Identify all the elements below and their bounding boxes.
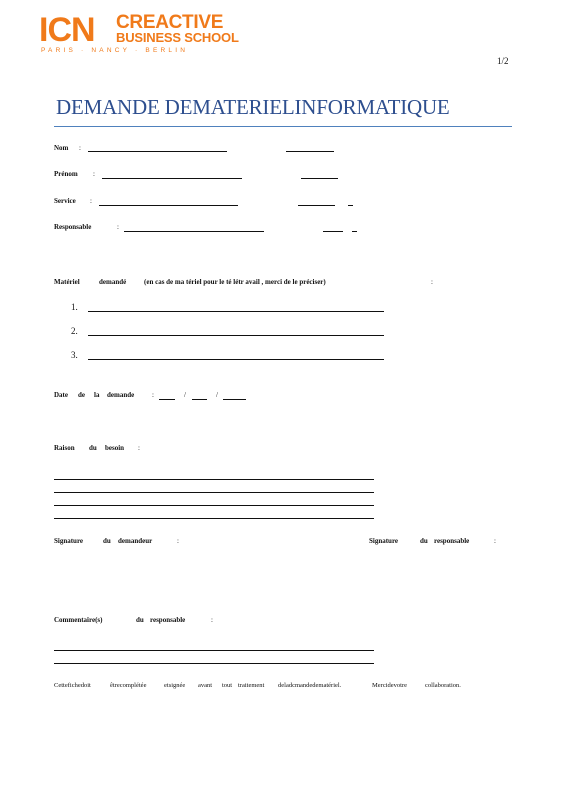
logo-cities: PARIS · NANCY · BERLIN: [41, 47, 189, 54]
commentaire-label-3: responsable: [150, 616, 186, 624]
materiel-item-line[interactable]: [88, 335, 384, 336]
nom-colon: :: [79, 144, 81, 152]
responsable-field[interactable]: [124, 231, 264, 232]
responsable-field-extra[interactable]: [323, 231, 343, 232]
prenom-label: Prénom: [54, 170, 78, 178]
service-field[interactable]: [99, 205, 238, 206]
footer-text: Cettefichedoit: [54, 682, 91, 689]
footer-text: traitement: [238, 682, 265, 689]
materiel-item-number: 3.: [71, 350, 78, 360]
materiel-colon: :: [431, 278, 433, 286]
footer-text: tout: [222, 682, 233, 689]
date-separator: /: [184, 391, 186, 399]
materiel-item-line[interactable]: [88, 359, 384, 360]
materiel-label-2: demandé: [99, 278, 127, 286]
signature-responsable-label-3: responsable: [434, 537, 470, 545]
signature-demandeur-label-2: du: [103, 537, 111, 545]
commentaire-line[interactable]: [54, 663, 374, 664]
page-title: DEMANDE DEMATERIELINFORMATIQUE: [56, 95, 450, 119]
date-label-4: demande: [107, 391, 135, 399]
responsable-label: Responsable: [54, 223, 92, 231]
service-field-extra[interactable]: [298, 205, 335, 206]
commentaire-label-2: du: [136, 616, 144, 624]
title-rule: [54, 126, 512, 127]
nom-label: Nom: [54, 144, 69, 152]
signature-demandeur-label-3: demandeur: [118, 537, 153, 545]
raison-label-1: Raison: [54, 444, 75, 452]
signature-demandeur-colon: :: [177, 537, 179, 545]
date-year-field[interactable]: [223, 399, 246, 400]
prenom-field-extra[interactable]: [301, 178, 338, 179]
footer-text: êtrecomplétée: [110, 682, 147, 689]
footer-text: collaboration.: [425, 682, 461, 689]
date-label-1: Date: [54, 391, 68, 399]
commentaire-label-1: Commentaire(s): [54, 616, 103, 624]
service-field-tick: [348, 205, 353, 206]
date-label-2: de: [78, 391, 85, 399]
raison-label-3: besoin: [105, 444, 125, 452]
signature-responsable-colon: :: [494, 537, 496, 545]
materiel-item-line[interactable]: [88, 311, 384, 312]
service-colon: :: [90, 197, 92, 205]
signature-responsable-label-1: Signature: [369, 537, 399, 545]
commentaire-line[interactable]: [54, 650, 374, 651]
raison-line[interactable]: [54, 492, 374, 493]
responsable-colon: :: [117, 223, 119, 231]
nom-field-extra[interactable]: [286, 151, 334, 152]
footer-text: avant: [198, 682, 213, 689]
footer-text: Mercidevotre: [372, 682, 408, 689]
prenom-colon: :: [93, 170, 95, 178]
commentaire-colon: :: [211, 616, 213, 624]
raison-line[interactable]: [54, 479, 374, 480]
nom-field[interactable]: [88, 151, 227, 152]
materiel-item-number: 1.: [71, 302, 78, 312]
signature-demandeur-label-1: Signature: [54, 537, 84, 545]
date-day-field[interactable]: [159, 399, 175, 400]
service-label: Service: [54, 197, 76, 205]
materiel-label-1: Matériel: [54, 278, 80, 286]
raison-line[interactable]: [54, 505, 374, 506]
date-colon: :: [152, 391, 154, 399]
logo-creactive: CREACTIVE: [116, 12, 224, 33]
raison-colon: :: [138, 444, 140, 452]
date-label-3: la: [94, 391, 100, 399]
materiel-item-number: 2.: [71, 326, 78, 336]
logo-icn: ICN: [39, 11, 95, 49]
raison-line[interactable]: [54, 518, 374, 519]
materiel-note: (en cas de ma tériel pour le té létr avail , merci de le préciser): [144, 278, 326, 286]
date-separator: /: [216, 391, 218, 399]
footer-text: deladcmandedematériel.: [278, 682, 342, 689]
logo-business-school: BUSINESS SCHOOL: [116, 30, 239, 45]
signature-responsable-label-2: du: [420, 537, 428, 545]
raison-label-2: du: [89, 444, 97, 452]
footer-text: etsignée: [164, 682, 186, 689]
page-number: 1/2: [497, 56, 509, 66]
responsable-field-tick: [352, 231, 357, 232]
date-month-field[interactable]: [192, 399, 207, 400]
prenom-field[interactable]: [102, 178, 242, 179]
